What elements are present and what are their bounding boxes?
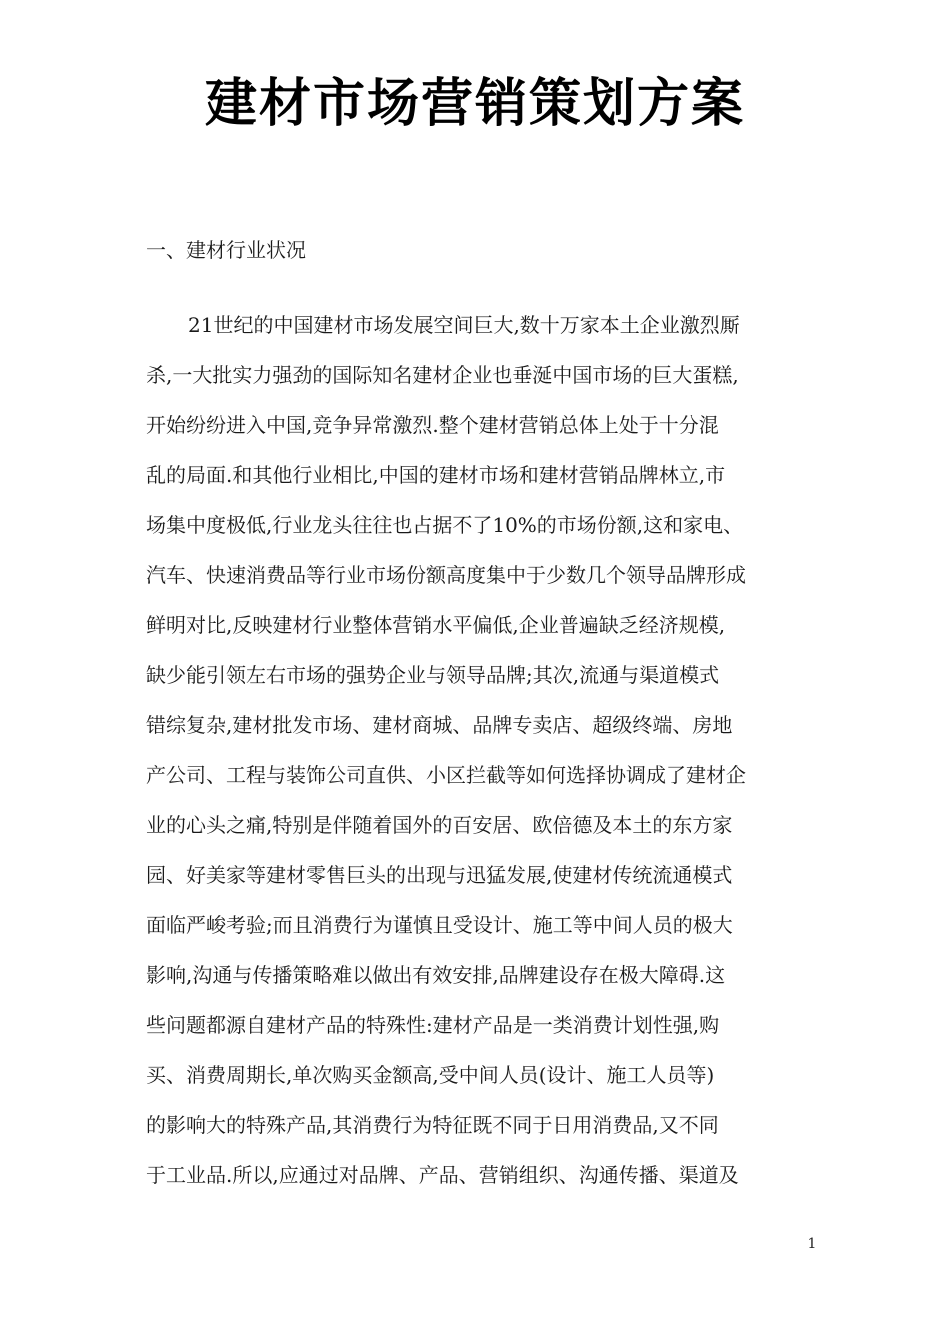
paragraph-line: 场集中度极低,行业龙头往往也占据不了10%的市场份额,这和家电、 — [146, 513, 744, 537]
paragraph-line: 产公司、工程与装饰公司直供、小区拦截等如何选择协调成了建材企 — [146, 763, 746, 787]
paragraph-line: 买、消费周期长,单次购买金额高,受中间人员(设计、施工人员等) — [146, 1063, 715, 1087]
paragraph-line: 些问题都源自建材产品的特殊性:建材产品是一类消费计划性强,购 — [146, 1013, 720, 1037]
paragraph-line: 21世纪的中国建材市场发展空间巨大,数十万家本土企业激烈厮 — [188, 313, 740, 337]
body-paragraph — [146, 306, 826, 1206]
paragraph-line: 业的心头之痛,特别是伴随着国外的百安居、欧倍德及本土的东方家 — [146, 813, 733, 837]
paragraph-line: 于工业品.所以,应通过对品牌、产品、营销组织、沟通传播、渠道及 — [146, 1163, 739, 1187]
paragraph-line: 鲜明对比,反映建材行业整体营销水平偏低,企业普遍缺乏经济规模, — [146, 613, 726, 637]
paragraph-line: 错综复杂,建材批发市场、建材商城、品牌专卖店、超级终端、房地 — [146, 713, 733, 737]
paragraph-line: 的影响大的特殊产品,其消费行为特征既不同于日用消费品,又不同 — [146, 1113, 719, 1137]
paragraph-line: 杀,一大批实力强劲的国际知名建材企业也垂涎中国市场的巨大蛋糕, — [146, 363, 739, 387]
paragraph-line: 园、好美家等建材零售巨头的出现与迅猛发展,使建材传统流通模式 — [146, 863, 733, 887]
paragraph-line: 影响,沟通与传播策略难以做出有效安排,品牌建设存在极大障碍.这 — [146, 963, 726, 987]
paragraph-line: 缺少能引领左右市场的强势企业与领导品牌;其次,流通与渠道模式 — [146, 663, 720, 687]
paragraph-line: 汽车、快速消费品等行业市场份额高度集中于少数几个领导品牌形成 — [146, 563, 746, 587]
document-title: 建材市场营销策划方案 — [204, 74, 745, 134]
paragraph-line: 乱的局面.和其他行业相比,中国的建材市场和建材营销品牌林立,市 — [146, 463, 726, 487]
paragraph-line: 开始纷纷进入中国,竞争异常激烈.整个建材营销总体上处于十分混 — [146, 413, 719, 437]
section-heading: 一、建材行业状况 — [146, 238, 306, 262]
page-number: 1 — [807, 1236, 817, 1252]
paragraph-line: 面临严峻考验;而且消费行为谨慎且受设计、施工等中间人员的极大 — [146, 913, 733, 937]
